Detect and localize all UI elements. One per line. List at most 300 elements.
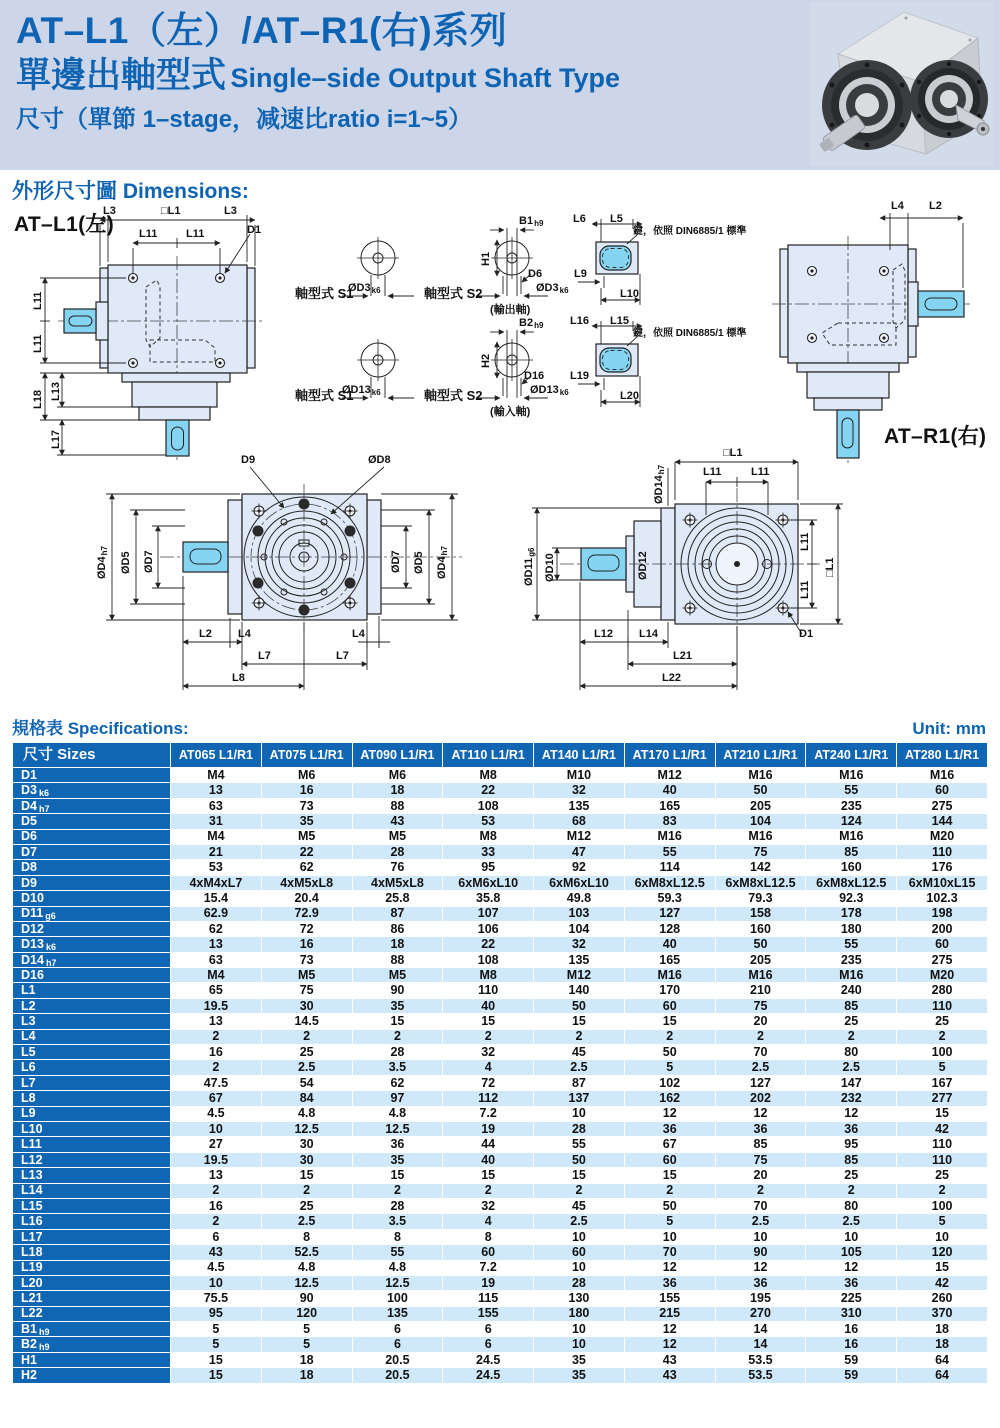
sizes-header: 尺寸 Sizes: [13, 743, 171, 768]
spec-cell: 43: [624, 1352, 715, 1367]
table-row: [13, 783, 988, 798]
spec-header-row: [12, 711, 988, 742]
spec-cell: 142: [715, 860, 806, 875]
spec-cell: 180: [806, 921, 897, 936]
spec-cell: M16: [806, 768, 897, 783]
row-label: D8: [13, 860, 171, 875]
spec-cell: 75: [261, 983, 352, 998]
dim-label: AT–L1(左): [14, 213, 115, 236]
spec-cell: 15: [443, 1168, 534, 1183]
spec-cell: 45: [534, 1045, 625, 1060]
dim-label: L10: [620, 288, 639, 300]
spec-cell: M5: [261, 968, 352, 983]
spec-cell: 28: [352, 844, 443, 859]
spec-cell: 7.2: [443, 1260, 534, 1275]
spec-cell: M4: [171, 768, 262, 783]
spec-cell: 55: [806, 783, 897, 798]
table-row: [13, 921, 988, 936]
row-label: D12: [13, 921, 171, 936]
spec-cell: 30: [261, 1152, 352, 1167]
spec-cell: 18: [897, 1322, 988, 1337]
table-row: [13, 1306, 988, 1321]
spec-cell: 275: [897, 798, 988, 813]
spec-cell: 25: [261, 1045, 352, 1060]
spec-cell: 35: [352, 1152, 443, 1167]
spec-cell: 7.2: [443, 1106, 534, 1121]
col-header: AT065 L1/R1: [171, 743, 262, 768]
table-row: [13, 1137, 988, 1152]
spec-cell: 370: [897, 1306, 988, 1321]
spec-cell: 28: [352, 1198, 443, 1213]
spec-cell: 20: [715, 1168, 806, 1183]
dim-label: L4: [891, 200, 904, 212]
spec-cell: 2.5: [715, 1214, 806, 1229]
spec-cell: 53.5: [715, 1368, 806, 1383]
table-row: [13, 891, 988, 906]
spec-cell: 65: [171, 983, 262, 998]
spec-cell: 12: [624, 1322, 715, 1337]
spec-cell: 15: [352, 1168, 443, 1183]
spec-cell: 60: [897, 937, 988, 952]
dim-label: L11: [703, 466, 722, 478]
spec-cell: 115: [443, 1291, 534, 1306]
spec-cell: 87: [352, 906, 443, 921]
spec-cell: 62: [261, 860, 352, 875]
spec-cell: 124: [806, 814, 897, 829]
spec-cell: 84: [261, 1091, 352, 1106]
spec-cell: 32: [443, 1045, 534, 1060]
dim-label: L13: [50, 382, 62, 401]
spec-cell: 60: [443, 1245, 534, 1260]
spec-cell: M4: [171, 968, 262, 983]
product-photo: [810, 2, 994, 166]
spec-cell: 13: [171, 1014, 262, 1029]
spec-cell: 95: [443, 860, 534, 875]
spec-cell: 102.3: [897, 891, 988, 906]
spec-cell: 205: [715, 798, 806, 813]
row-label: H2: [13, 1368, 171, 1383]
spec-cell: 88: [352, 952, 443, 967]
col-header: AT110 L1/R1: [443, 743, 534, 768]
spec-cell: 20.5: [352, 1368, 443, 1383]
spec-cell: 2: [261, 1029, 352, 1044]
spec-cell: 44: [443, 1137, 534, 1152]
spec-cell: 12: [624, 1260, 715, 1275]
spec-cell: 6xM8xL12.5: [806, 875, 897, 890]
spec-cell: 6xM6xL10: [534, 875, 625, 890]
spec-cell: 6xM8xL12.5: [715, 875, 806, 890]
row-label: L12: [13, 1152, 171, 1167]
spec-cell: 16: [806, 1322, 897, 1337]
spec-table-header: [13, 743, 988, 768]
spec-cell: 10: [171, 1275, 262, 1290]
col-header: AT140 L1/R1: [534, 743, 625, 768]
spec-cell: 155: [624, 1291, 715, 1306]
spec-cell: 176: [897, 860, 988, 875]
dim-label: L3: [224, 205, 237, 217]
row-label: D1: [13, 768, 171, 783]
dim-label: (輸出軸): [490, 304, 531, 316]
dim-label: ØD3k6: [348, 282, 381, 295]
spec-cell: 6xM10xL15: [897, 875, 988, 890]
table-row: [13, 1198, 988, 1213]
spec-cell: 13: [171, 1168, 262, 1183]
dim-label: L4: [352, 628, 365, 640]
spec-cell: 106: [443, 921, 534, 936]
spec-cell: M12: [534, 829, 625, 844]
spec-cell: 70: [715, 1198, 806, 1213]
spec-cell: 19.5: [171, 998, 262, 1013]
row-label: L19: [13, 1260, 171, 1275]
spec-cell: 10: [715, 1229, 806, 1244]
row-label: L4: [13, 1029, 171, 1044]
spec-cell: M5: [352, 829, 443, 844]
spec-cell: 167: [897, 1075, 988, 1090]
spec-cell: 35.8: [443, 891, 534, 906]
spec-cell: 90: [261, 1291, 352, 1306]
spec-cell: 75: [715, 844, 806, 859]
dim-label: L11: [32, 334, 44, 353]
spec-cell: 135: [534, 952, 625, 967]
table-row: [13, 1337, 988, 1352]
spec-cell: 2: [715, 1183, 806, 1198]
spec-cell: 50: [534, 1152, 625, 1167]
spec-cell: 32: [534, 937, 625, 952]
subtitle-cjk: 單邊出軸型式: [16, 55, 227, 95]
spec-cell: 14.5: [261, 1014, 352, 1029]
spec-cell: 28: [352, 1045, 443, 1060]
spec-cell: M6: [352, 768, 443, 783]
spec-cell: 88: [352, 798, 443, 813]
spec-cell: 27: [171, 1137, 262, 1152]
spec-cell: 200: [897, 921, 988, 936]
row-label: D5: [13, 814, 171, 829]
table-row: [13, 814, 988, 829]
spec-cell: 15: [171, 1368, 262, 1383]
spec-cell: 105: [806, 1245, 897, 1260]
spec-cell: 2.5: [261, 1060, 352, 1075]
table-row: [13, 875, 988, 890]
spec-cell: 108: [443, 798, 534, 813]
spec-cell: 4xM4xL7: [171, 875, 262, 890]
spec-cell: 6xM6xL10: [443, 875, 534, 890]
table-row: [13, 1045, 988, 1060]
spec-cell: 110: [897, 1152, 988, 1167]
spec-cell: 22: [443, 783, 534, 798]
dim-label: L11: [751, 466, 770, 478]
spec-cell: 15: [624, 1014, 715, 1029]
spec-cell: 15: [443, 1014, 534, 1029]
spec-cell: 107: [443, 906, 534, 921]
spec-cell: 60: [624, 1152, 715, 1167]
row-label: D10: [13, 891, 171, 906]
spec-cell: 10: [897, 1229, 988, 1244]
spec-cell: 15.4: [171, 891, 262, 906]
dim-label: ØD10: [544, 553, 556, 582]
spec-cell: 18: [352, 783, 443, 798]
spec-cell: 95: [806, 1137, 897, 1152]
spec-cell: 49.8: [534, 891, 625, 906]
row-label: L16: [13, 1214, 171, 1229]
spec-cell: 8: [261, 1229, 352, 1244]
spec-cell: 5: [624, 1214, 715, 1229]
spec-cell: 137: [534, 1091, 625, 1106]
spec-cell: 12: [715, 1106, 806, 1121]
dim-label: ØD14h7: [653, 464, 666, 504]
spec-cell: 10: [806, 1229, 897, 1244]
col-header: AT075 L1/R1: [261, 743, 352, 768]
spec-cell: 2: [171, 1183, 262, 1198]
dim-label: L19: [570, 370, 589, 382]
spec-cell: 83: [624, 814, 715, 829]
row-label: D3 k6: [13, 783, 171, 798]
spec-cell: 162: [624, 1091, 715, 1106]
table-row: [13, 1291, 988, 1306]
spec-cell: 310: [806, 1306, 897, 1321]
spec-cell: 8: [352, 1229, 443, 1244]
spec-cell: 42: [897, 1121, 988, 1136]
spec-cell: 92: [534, 860, 625, 875]
dim-label: ØD13k6: [530, 384, 569, 397]
spec-cell: 67: [624, 1137, 715, 1152]
table-row: [13, 983, 988, 998]
spec-cell: 87: [534, 1075, 625, 1090]
spec-cell: 12: [624, 1106, 715, 1121]
spec-cell: 16: [806, 1337, 897, 1352]
spec-cell: M16: [715, 768, 806, 783]
dim-label: L2: [199, 628, 212, 640]
dim-label: L16: [570, 315, 589, 327]
spec-cell: 25: [806, 1014, 897, 1029]
spec-cell: 50: [715, 783, 806, 798]
dim-label: 軸型式 S1: [295, 286, 354, 301]
spec-cell: 2: [443, 1183, 534, 1198]
spec-cell: 59: [806, 1352, 897, 1367]
spec-cell: 95: [171, 1306, 262, 1321]
spec-cell: M16: [715, 829, 806, 844]
spec-cell: 114: [624, 860, 715, 875]
row-label: B2 h9: [13, 1337, 171, 1352]
spec-cell: 45: [534, 1198, 625, 1213]
spec-cell: M5: [352, 968, 443, 983]
dim-label: L9: [574, 268, 587, 280]
spec-cell: 260: [897, 1291, 988, 1306]
spec-cell: 59: [806, 1368, 897, 1383]
col-header: AT090 L1/R1: [352, 743, 443, 768]
spec-cell: 76: [352, 860, 443, 875]
spec-cell: 14: [715, 1322, 806, 1337]
spec-cell: 30: [261, 1137, 352, 1152]
spec-cell: 15: [897, 1260, 988, 1275]
spec-cell: 2: [534, 1029, 625, 1044]
spec-cell: 2: [897, 1029, 988, 1044]
spec-cell: 10: [534, 1106, 625, 1121]
table-row: [13, 1275, 988, 1290]
spec-cell: 160: [806, 860, 897, 875]
dim-label: D9: [241, 454, 256, 466]
spec-cell: 24.5: [443, 1352, 534, 1367]
table-row: [13, 998, 988, 1013]
dim-label: ØD7: [143, 550, 155, 573]
row-label: L13: [13, 1168, 171, 1183]
spec-cell: 170: [624, 983, 715, 998]
spec-cell: 25.8: [352, 891, 443, 906]
spec-cell: 13: [171, 783, 262, 798]
table-row: [13, 1260, 988, 1275]
dim-label: ØD5: [413, 551, 425, 574]
row-label: L21: [13, 1291, 171, 1306]
spec-cell: 43: [352, 814, 443, 829]
spec-cell: 2: [534, 1183, 625, 1198]
row-label: L15: [13, 1198, 171, 1213]
dim-label: 軸型式 S2: [424, 388, 483, 403]
spec-cell: 18: [261, 1368, 352, 1383]
spec-cell: 36: [806, 1121, 897, 1136]
spec-cell: M4: [171, 829, 262, 844]
dim-label: L11: [139, 228, 158, 240]
row-label: D14 h7: [13, 952, 171, 967]
spec-cell: 70: [624, 1245, 715, 1260]
row-label: L6: [13, 1060, 171, 1075]
table-row: [13, 906, 988, 921]
spec-cell: M16: [624, 829, 715, 844]
spec-cell: 15: [624, 1168, 715, 1183]
spec-cell: 85: [806, 1152, 897, 1167]
spec-cell: M8: [443, 768, 534, 783]
table-row: [13, 952, 988, 967]
dim-label: (輸入軸): [490, 406, 531, 418]
spec-cell: 4.8: [352, 1106, 443, 1121]
spec-cell: 25: [897, 1014, 988, 1029]
spec-cell: 55: [352, 1245, 443, 1260]
dim-label: 鍵，依照 DIN6885/1 標準: [633, 328, 747, 339]
spec-cell: 25: [897, 1168, 988, 1183]
spec-cell: 55: [624, 844, 715, 859]
spec-cell: 53: [443, 814, 534, 829]
spec-cell: 2: [261, 1183, 352, 1198]
spec-cell: 47.5: [171, 1075, 262, 1090]
row-label: L22: [13, 1306, 171, 1321]
dim-label: H1: [480, 251, 492, 266]
dimensions-title: 外形尺寸圖 Dimensions:: [12, 180, 249, 203]
spec-cell: 110: [897, 844, 988, 859]
spec-cell: 147: [806, 1075, 897, 1090]
spec-cell: 4: [443, 1060, 534, 1075]
spec-cell: 63: [171, 798, 262, 813]
dim-label: 鍵，依照 DIN6885/1 標準: [633, 226, 747, 237]
spec-cell: 100: [352, 1291, 443, 1306]
dim-label: B2h9: [519, 317, 544, 330]
spec-cell: 120: [261, 1306, 352, 1321]
dim-label: □L1: [161, 205, 181, 217]
spec-cell: 60: [534, 1245, 625, 1260]
spec-cell: 160: [715, 921, 806, 936]
row-label: L5: [13, 1045, 171, 1060]
spec-cell: 5: [261, 1337, 352, 1352]
spec-cell: 4.5: [171, 1260, 262, 1275]
spec-cell: 90: [352, 983, 443, 998]
spec-cell: 225: [806, 1291, 897, 1306]
spec-cell: 8: [443, 1229, 534, 1244]
spec-cell: 110: [443, 983, 534, 998]
dim-label: L5: [610, 213, 623, 225]
spec-cell: 63: [171, 952, 262, 967]
dim-label: L4: [238, 628, 251, 640]
dim-label: L2: [929, 200, 942, 212]
spec-cell: 280: [897, 983, 988, 998]
spec-cell: 2.5: [261, 1214, 352, 1229]
spec-cell: 2: [171, 1060, 262, 1075]
spec-cell: 202: [715, 1091, 806, 1106]
dim-label: D1: [799, 628, 814, 640]
spec-cell: 40: [624, 937, 715, 952]
dim-label: 軸型式 S2: [424, 286, 483, 301]
spec-cell: 277: [897, 1091, 988, 1106]
spec-cell: 72.9: [261, 906, 352, 921]
spec-cell: 5: [624, 1060, 715, 1075]
table-row: [13, 1029, 988, 1044]
spec-cell: 50: [715, 937, 806, 952]
dim-label: L15: [610, 315, 629, 327]
spec-cell: 36: [624, 1121, 715, 1136]
spec-cell: M16: [806, 968, 897, 983]
spec-cell: 14: [715, 1337, 806, 1352]
row-label: L3: [13, 1014, 171, 1029]
dim-label: H2: [480, 353, 492, 368]
spec-cell: M16: [624, 968, 715, 983]
spec-cell: 110: [897, 998, 988, 1013]
row-label: L17: [13, 1229, 171, 1244]
spec-cell: 36: [624, 1275, 715, 1290]
spec-cell: 2: [624, 1183, 715, 1198]
row-label: H1: [13, 1352, 171, 1367]
spec-cell: 240: [806, 983, 897, 998]
spec-cell: 32: [443, 1198, 534, 1213]
spec-cell: 10: [534, 1229, 625, 1244]
dim-label: L14: [639, 628, 658, 640]
spec-cell: 4xM5xL8: [261, 875, 352, 890]
table-row: [13, 1075, 988, 1090]
spec-cell: 102: [624, 1075, 715, 1090]
table-row: [13, 1183, 988, 1198]
dim-label: L7: [258, 650, 271, 662]
spec-cell: M5: [261, 829, 352, 844]
dimensions-section: [0, 170, 1000, 710]
spec-cell: 16: [261, 937, 352, 952]
subtitle-en: Single–side Output Shaft Type: [230, 62, 621, 93]
dim-label: ØD5: [120, 551, 132, 574]
spec-title: 規格表 Specifications:: [12, 719, 189, 738]
spec-cell: 135: [352, 1306, 443, 1321]
spec-cell: 64: [897, 1368, 988, 1383]
spec-cell: 16: [171, 1045, 262, 1060]
row-label: L11: [13, 1137, 171, 1152]
spec-cell: 25: [806, 1168, 897, 1183]
spec-cell: 2: [624, 1029, 715, 1044]
row-label: L7: [13, 1075, 171, 1090]
dim-label: ØD11g6: [523, 547, 536, 586]
row-label: L10: [13, 1121, 171, 1136]
table-row: [13, 1121, 988, 1136]
spec-cell: 24.5: [443, 1368, 534, 1383]
spec-cell: 97: [352, 1091, 443, 1106]
table-row: [13, 968, 988, 983]
spec-cell: 31: [171, 814, 262, 829]
spec-cell: 270: [715, 1306, 806, 1321]
dim-label: L3: [103, 205, 116, 217]
spec-cell: 55: [806, 937, 897, 952]
table-row: [13, 1152, 988, 1167]
